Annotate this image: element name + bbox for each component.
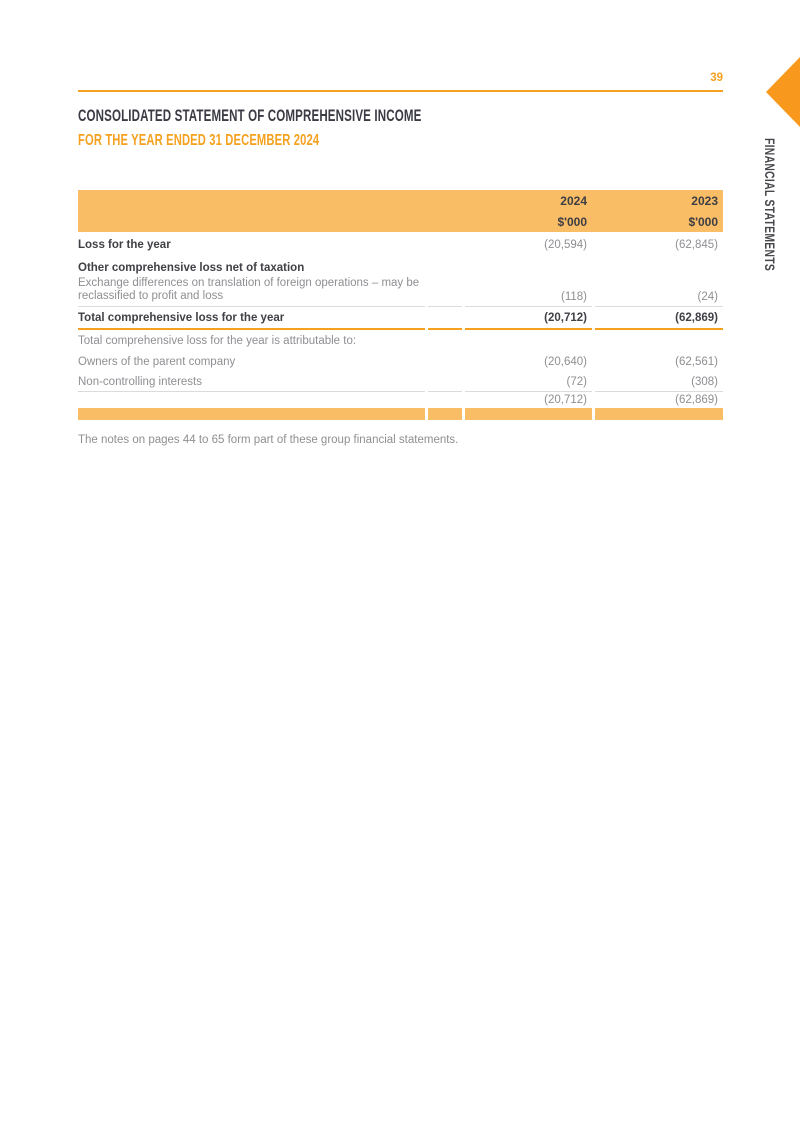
col-header-year-2024: 2024: [560, 193, 587, 208]
page-number: 39: [710, 72, 723, 84]
row-value-2024: (20,712): [544, 394, 587, 406]
header-spacer: [428, 212, 462, 231]
table-row: [78, 330, 723, 351]
col-header-year-2023: 2023: [691, 193, 718, 208]
row-value-2024: (72): [465, 372, 592, 392]
row-label: [78, 392, 425, 408]
row-value-2024: (118): [465, 277, 592, 307]
row-label: Exchange differences on translation of foreign operations – may be reclassified to profit and loss: [78, 277, 425, 307]
table-row: [78, 372, 723, 392]
row-value-2024: (20,640): [544, 355, 587, 368]
table-row: [78, 232, 723, 258]
row-value-2023: (308): [595, 372, 723, 392]
col-header-unit-2024: $'000: [557, 214, 587, 229]
row-value-2023: [595, 258, 723, 277]
table-row: [78, 258, 723, 277]
table-row: [78, 307, 723, 330]
table-header-band: [78, 190, 723, 232]
table-row: [78, 392, 723, 408]
row-value-2024: (20,712): [465, 307, 592, 330]
header-spacer: [78, 212, 425, 231]
document-title: CONSOLIDATED STATEMENT OF COMPREHENSIVE INCOME: [78, 106, 422, 125]
row-value-2024: [465, 330, 592, 351]
header-rule: [78, 90, 723, 92]
row-label: Total comprehensive loss for the year: [78, 307, 425, 330]
row-value-2023: (62,561): [675, 355, 718, 368]
header-spacer: [428, 191, 462, 210]
row-value-2023: [595, 330, 723, 351]
row-label: Total comprehensive loss for the year is attributable to:: [78, 334, 357, 347]
row-label: Non-controlling interests: [78, 372, 425, 392]
table-row: [78, 351, 723, 372]
row-value-2024: [465, 258, 592, 277]
col-header-unit-2023: $'000: [688, 214, 718, 229]
row-label: Loss for the year: [78, 239, 171, 251]
sidebar-vertical-label: FINANCIAL STATEMENTS: [762, 138, 778, 272]
row-value-2023: (62,869): [595, 307, 723, 330]
table-row: [78, 277, 723, 307]
footnote: The notes on pages 44 to 65 form part of these group financial statements.: [78, 434, 459, 446]
row-value-2023: (62,845): [675, 239, 718, 251]
header-spacer: [78, 191, 425, 210]
document-subtitle: FOR THE YEAR ENDED 31 DECEMBER 2024: [78, 132, 320, 149]
page-corner-triangle-icon: [766, 57, 800, 127]
row-value-2024: (20,594): [544, 239, 587, 251]
row-label: Other comprehensive loss net of taxation: [78, 261, 305, 274]
financial-table: [78, 190, 723, 420]
row-value-2023: (62,869): [675, 394, 718, 406]
table-footer-band: [78, 408, 723, 420]
row-value-2023: (24): [595, 277, 723, 307]
row-label: Owners of the parent company: [78, 355, 236, 368]
